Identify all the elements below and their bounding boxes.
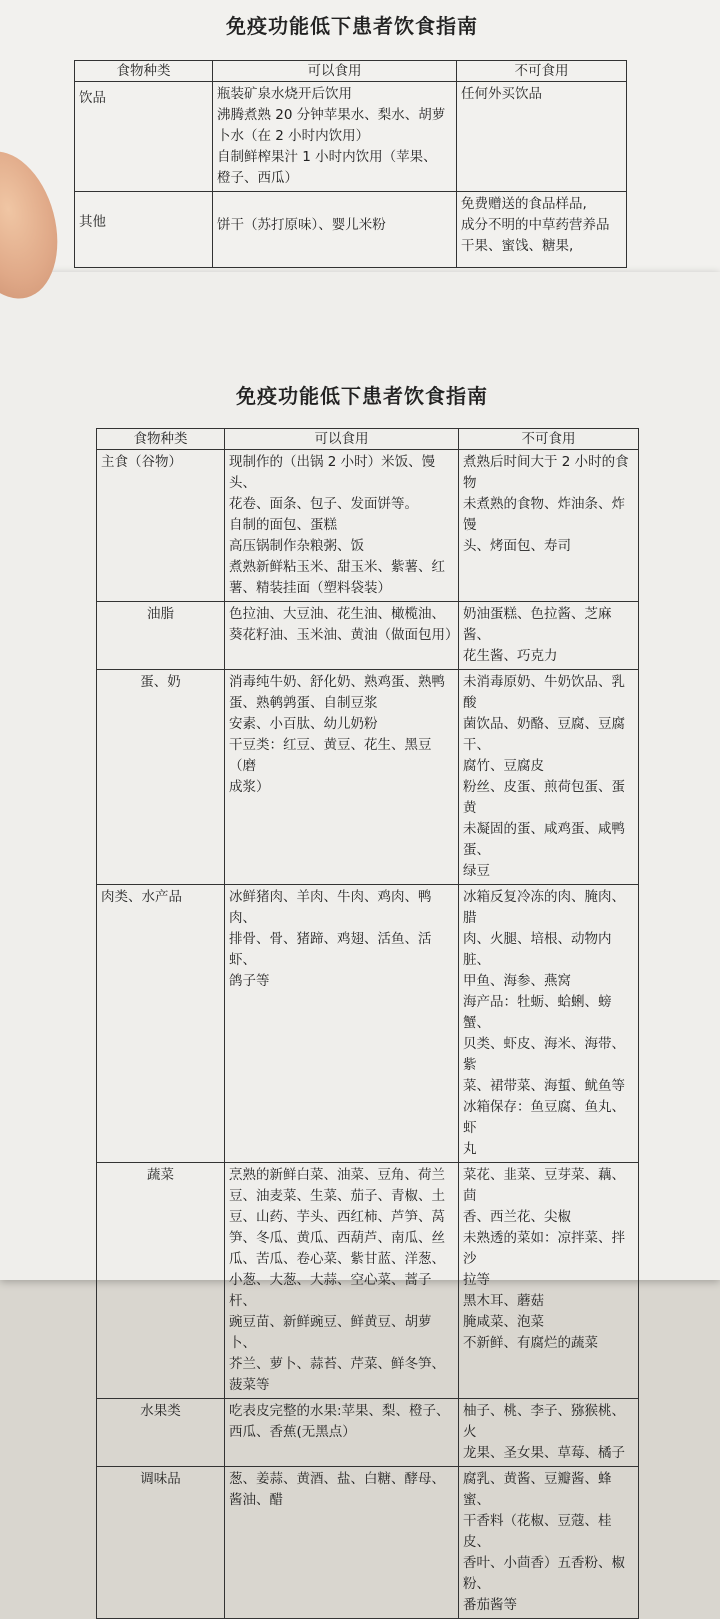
forbidden-line: 未凝固的蛋、咸鸡蛋、咸鸭蛋、	[463, 821, 625, 858]
forbidden-line: 不新鲜、有腐烂的蔬菜	[463, 1335, 598, 1351]
allowed-line: 干豆类：红豆、黄豆、花生、黑豆（磨	[229, 737, 432, 774]
allowed-line: 豌豆苗、新鲜豌豆、鲜黄豆、胡萝卜、	[229, 1314, 432, 1351]
forbidden-line: 香、西兰花、尖椒	[463, 1209, 571, 1225]
allowed-line: 薯、精装挂面（塑料袋装）	[229, 580, 391, 596]
header-allowed: 可以食用	[213, 61, 457, 82]
forbidden-line: 干果、蜜饯、糖果,	[461, 238, 574, 254]
table-row	[97, 885, 639, 1163]
allowed-line: 蛋、熟鹌鹑蛋、自制豆浆	[229, 695, 378, 711]
category-cell: 其他	[75, 192, 213, 268]
allowed-line: 葵花籽油、玉米油、黄油（做面包用）	[229, 627, 459, 643]
forbidden-line: 肉、火腿、培根、动物内脏、	[463, 931, 612, 968]
forbidden-line: 粉丝、皮蛋、煎荷包蛋、蛋黄	[463, 779, 625, 816]
allowed-cell	[213, 192, 457, 268]
forbidden-cell	[459, 1467, 639, 1619]
allowed-line: 吃表皮完整的水果:苹果、梨、橙子、	[229, 1403, 450, 1419]
allowed-line: 煮熟新鲜粘玉米、甜玉米、紫薯、红	[229, 559, 445, 575]
table-header-row	[75, 61, 627, 82]
table-row	[97, 1399, 639, 1467]
table-row	[75, 192, 627, 268]
forbidden-line: 头、烤面包、寿司	[463, 538, 571, 554]
category-cell: 调味品	[97, 1467, 225, 1619]
allowed-line: 沸腾煮熟 20 分钟苹果水、梨水、胡萝	[217, 107, 446, 123]
forbidden-line: 未熟透的菜如：凉拌菜、拌沙	[463, 1230, 625, 1267]
top-guide-table	[74, 60, 627, 268]
allowed-line: 菠菜等	[229, 1377, 270, 1393]
forbidden-cell	[457, 192, 627, 268]
allowed-cell	[225, 602, 459, 670]
forbidden-line: 未煮熟的食物、炸油条、炸馒	[463, 496, 625, 533]
forbidden-line: 煮熟后时间大于 2 小时的食	[463, 454, 629, 470]
allowed-line: 现制作的（出锅 2 小时）米饭、馒头、	[229, 454, 436, 491]
allowed-line: 排骨、骨、猪蹄、鸡翅、活鱼、活虾、	[229, 931, 432, 968]
forbidden-line: 任何外买饮品	[461, 86, 542, 102]
forbidden-line: 菌饮品、奶酪、豆腐、豆腐干、	[463, 716, 625, 753]
allowed-line: 豆、山药、芋头、西红柿、芦笋、莴	[229, 1209, 445, 1225]
header-forbidden: 不可食用	[457, 61, 627, 82]
allowed-line: 烹熟的新鲜白菜、油菜、豆角、荷兰	[229, 1167, 445, 1183]
forbidden-line: 冰箱保存：鱼豆腐、鱼丸、虾	[463, 1099, 625, 1136]
forbidden-line: 贝类、虾皮、海米、海带、紫	[463, 1036, 625, 1073]
top-sheet	[0, 0, 720, 278]
forbidden-line: 菜花、韭菜、豆芽菜、藕、茴	[463, 1167, 625, 1204]
category-cell: 主食（谷物）	[97, 450, 225, 602]
table-row	[97, 670, 639, 885]
allowed-line: 葱、姜蒜、黄酒、盐、白糖、酵母、	[229, 1471, 445, 1487]
forbidden-line: 腌咸菜、泡菜	[463, 1314, 544, 1330]
category-cell: 油脂	[97, 602, 225, 670]
forbidden-cell	[459, 1163, 639, 1399]
forbidden-cell	[459, 450, 639, 602]
forbidden-line: 花生酱、巧克力	[463, 648, 558, 664]
allowed-line: 安素、小百肽、幼儿奶粉	[229, 716, 378, 732]
category-cell: 饮品	[75, 82, 213, 192]
bottom-title: 免疫功能低下患者饮食指南	[236, 384, 488, 408]
allowed-line: 消毒纯牛奶、舒化奶、熟鸡蛋、熟鸭	[229, 674, 445, 690]
forbidden-cell	[459, 885, 639, 1163]
forbidden-cell	[459, 1399, 639, 1467]
allowed-cell	[225, 885, 459, 1163]
forbidden-line: 香叶、小茴香）五香粉、椒粉、	[463, 1555, 625, 1592]
allowed-line: 小葱、大葱、大蒜、空心菜、蒿子杆、	[229, 1272, 432, 1309]
category-cell: 蔬菜	[97, 1163, 225, 1399]
allowed-cell	[213, 82, 457, 192]
forbidden-line: 柚子、桃、李子、猕猴桃、火	[463, 1403, 625, 1440]
allowed-line: 鸽子等	[229, 973, 270, 989]
header-forbidden: 不可食用	[459, 429, 639, 450]
forbidden-line: 拉等	[463, 1272, 490, 1288]
forbidden-line: 绿豆	[463, 863, 490, 879]
forbidden-line: 未消毒原奶、牛奶饮品、乳酸	[463, 674, 625, 711]
forbidden-line: 丸	[463, 1141, 477, 1157]
forbidden-line: 番茄酱等	[463, 1597, 517, 1613]
table-row	[97, 450, 639, 602]
allowed-line: 色拉油、大豆油、花生油、橄榄油、	[229, 606, 445, 622]
header-allowed: 可以食用	[225, 429, 459, 450]
allowed-line: 酱油、醋	[229, 1492, 283, 1508]
allowed-cell	[225, 1399, 459, 1467]
allowed-line	[217, 194, 452, 215]
allowed-line: 笋、冬瓜、黄瓜、西葫芦、南瓜、丝	[229, 1230, 445, 1246]
bottom-guide-table	[96, 428, 639, 1619]
forbidden-line: 冰箱反复冷冻的肉、腌肉、腊	[463, 889, 625, 926]
allowed-cell	[225, 1163, 459, 1399]
category-cell: 蛋、奶	[97, 670, 225, 885]
allowed-line: 西瓜、香蕉(无黑点）	[229, 1424, 356, 1440]
allowed-cell	[225, 450, 459, 602]
allowed-cell	[225, 1467, 459, 1619]
forbidden-line: 甲鱼、海参、燕窝	[463, 973, 571, 989]
allowed-line: 自制鲜榨果汁 1 小时内饮用（苹果、	[217, 149, 437, 165]
category-cell: 肉类、水产品	[97, 885, 225, 1163]
forbidden-line: 菜、裙带菜、海蜇、鱿鱼等	[463, 1078, 625, 1094]
forbidden-line: 干香料（花椒、豆蔻、桂皮、	[463, 1513, 612, 1550]
top-title: 免疫功能低下患者饮食指南	[226, 14, 478, 38]
forbidden-line: 成分不明的中草药营养品	[461, 217, 610, 233]
table-row	[97, 1163, 639, 1399]
category-cell: 水果类	[97, 1399, 225, 1467]
forbidden-line: 免费赠送的食品样品,	[461, 196, 587, 212]
forbidden-cell	[459, 670, 639, 885]
allowed-line: 瓜、苦瓜、卷心菜、紫甘蓝、洋葱、	[229, 1251, 445, 1267]
allowed-line: 卜水（在 2 小时内饮用）	[217, 128, 370, 144]
allowed-line: 高压锅制作杂粮粥、饭	[229, 538, 364, 554]
allowed-line: 饼干（苏打原味）、婴儿米粉	[217, 217, 386, 233]
header-category: 食物种类	[97, 429, 225, 450]
forbidden-line: 奶油蛋糕、色拉酱、芝麻酱、	[463, 606, 612, 643]
forbidden-cell	[457, 82, 627, 192]
forbidden-cell	[459, 602, 639, 670]
allowed-line: 花卷、面条、包子、发面饼等。	[229, 496, 418, 512]
allowed-line: 瓶装矿泉水烧开后饮用	[217, 86, 352, 102]
header-category: 食物种类	[75, 61, 213, 82]
table-row	[75, 82, 627, 192]
allowed-line: 冰鲜猪肉、羊肉、牛肉、鸡肉、鸭肉、	[229, 889, 432, 926]
forbidden-line: 物	[463, 475, 477, 491]
forbidden-line: 黑木耳、蘑菇	[463, 1293, 544, 1309]
forbidden-line: 龙果、圣女果、草莓、橘子	[463, 1445, 625, 1461]
table-row	[97, 602, 639, 670]
allowed-line: 成浆）	[229, 779, 270, 795]
forbidden-line: 腐竹、豆腐皮	[463, 758, 544, 774]
forbidden-line: 海产品：牡蛎、蛤蜊、螃蟹、	[463, 994, 612, 1031]
allowed-line: 豆、油麦菜、生菜、茄子、青椒、土	[229, 1188, 445, 1204]
bottom-sheet	[0, 272, 720, 1613]
allowed-line: 自制的面包、蛋糕	[229, 517, 337, 533]
allowed-line: 芥兰、萝卜、蒜苔、芹菜、鲜冬笋、	[229, 1356, 445, 1372]
allowed-cell	[225, 670, 459, 885]
table-header-row	[97, 429, 639, 450]
forbidden-line: 腐乳、黄酱、豆瓣酱、蜂蜜、	[463, 1471, 612, 1508]
table-row	[97, 1467, 639, 1619]
allowed-line: 橙子、西瓜）	[217, 170, 298, 186]
